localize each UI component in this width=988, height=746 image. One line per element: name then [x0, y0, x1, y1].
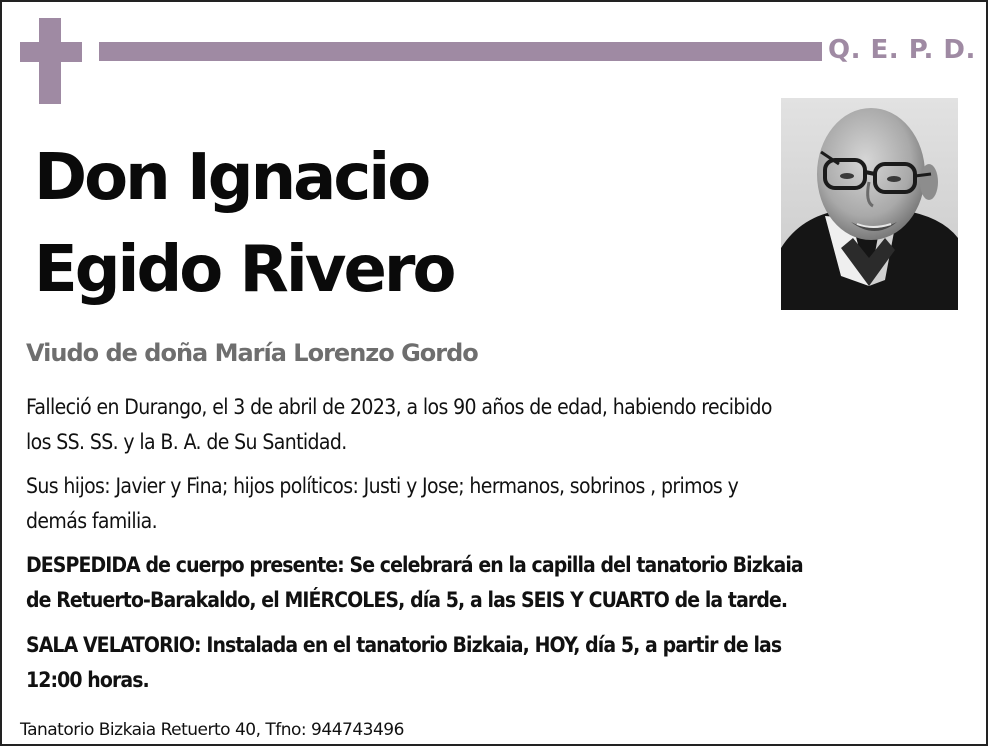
header-rule	[99, 42, 822, 61]
funeral-home-footer: Tanatorio Bizkaia Retuerto 40, Tfno: 944743496	[20, 720, 404, 740]
farewell-line-1: DESPEDIDA de cuerpo presente: Se celebrará en la capilla del tanatorio Bizkaia	[26, 553, 803, 577]
portrait-image	[781, 98, 958, 310]
name-line-2: Egido Rivero	[34, 233, 454, 307]
family-line-2: demás familia.	[26, 509, 158, 533]
wake-line-1: SALA VELATORIO: Instalada en el tanatorio Bizkaia, HOY, día 5, a partir de las	[26, 633, 782, 657]
deceased-photo	[781, 98, 958, 310]
farewell-paragraph	[26, 548, 966, 618]
farewell-line-2: de Retuerto-Barakaldo, el MIÉRCOLES, día 5, a las SEIS Y CUARTO de la tarde.	[26, 588, 788, 612]
family-line-1: Sus hijos: Javier y Fina; hijos políticos: Justi y Jose; hermanos, sobrinos , primos y	[26, 474, 739, 498]
death-line-2: los SS. SS. y la B. A. de Su Santidad.	[26, 430, 347, 454]
wake-line-2: 12:00 horas.	[26, 668, 149, 692]
death-line-1: Falleció en Durango, el 3 de abril de 2023, a los 90 años de edad, habiendo recibido	[26, 395, 772, 419]
widow-line: Viudo de doña María Lorenzo Gordo	[26, 339, 478, 367]
cross-icon	[20, 18, 82, 104]
name-line-1: Don Ignacio	[34, 141, 429, 215]
death-paragraph	[26, 390, 966, 460]
deceased-name	[34, 132, 453, 316]
wake-paragraph	[26, 628, 966, 698]
family-paragraph	[26, 469, 966, 539]
qepd-label: Q. E. P. D.	[828, 35, 976, 65]
